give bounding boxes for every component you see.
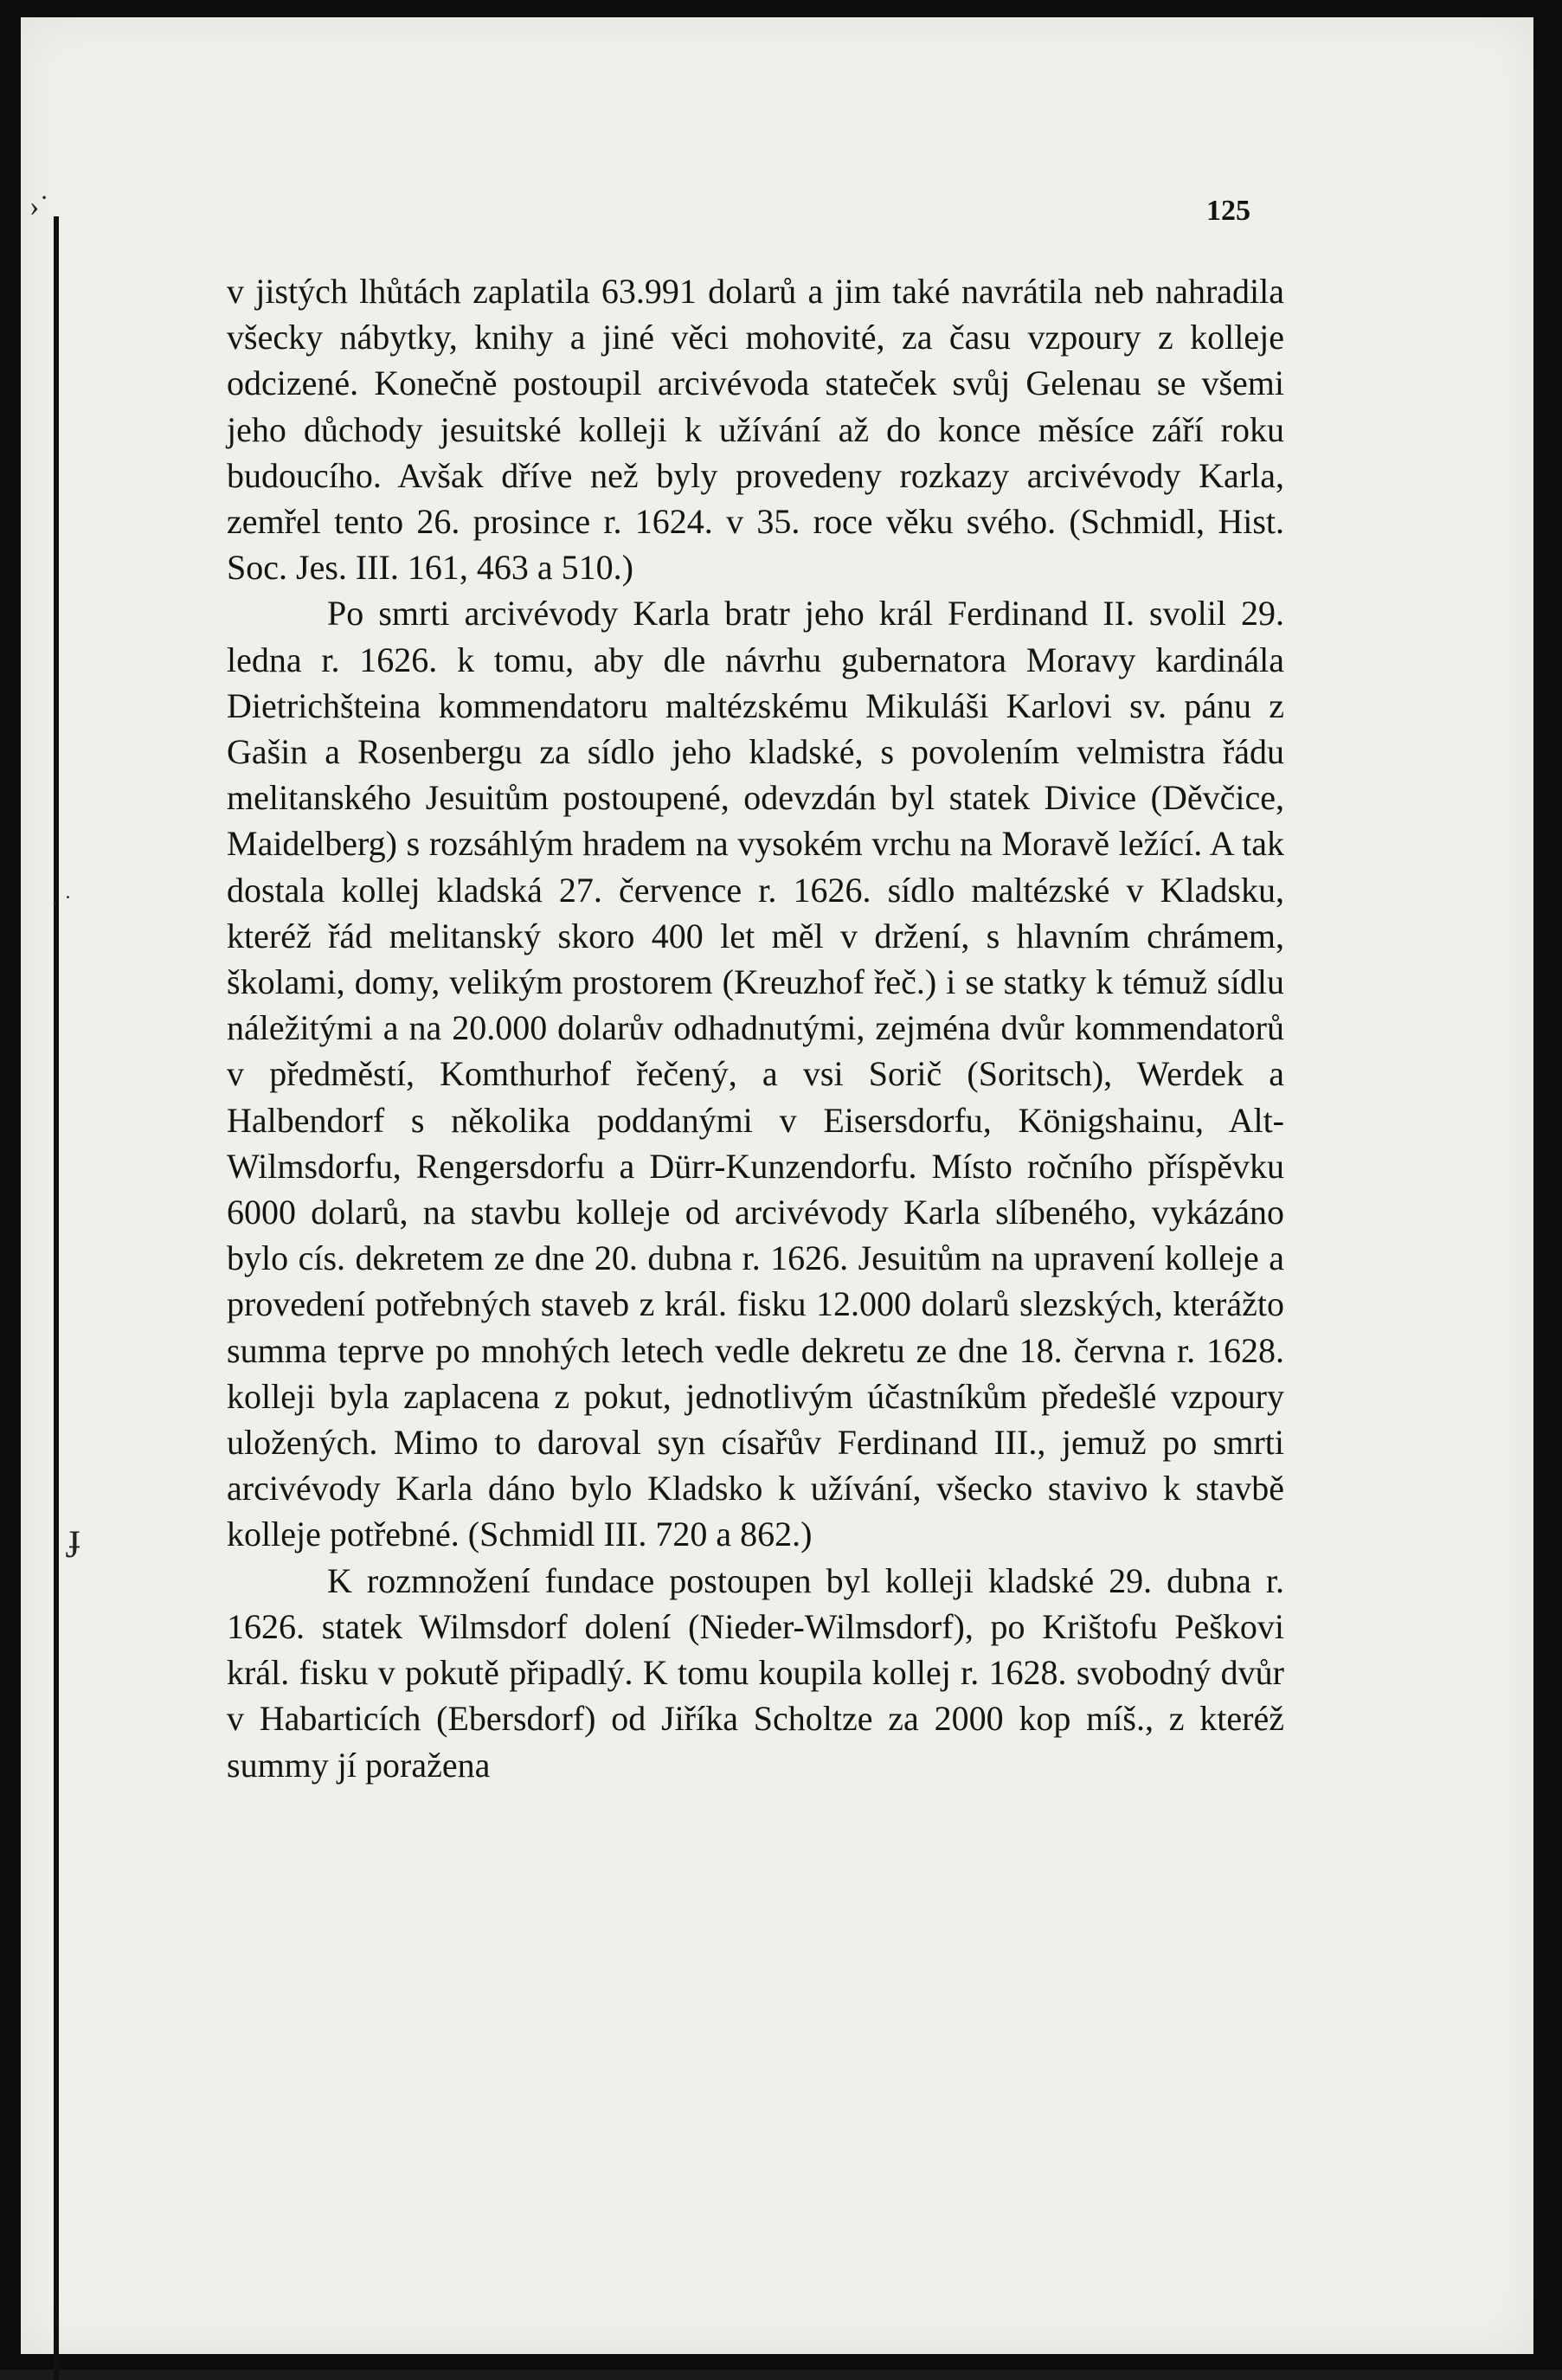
margin-mark: ›˙	[29, 190, 49, 222]
margin-mark: · ˙	[51, 891, 72, 917]
body-text	[227, 268, 1284, 1788]
book-page	[21, 17, 1533, 2354]
paragraph-1: v jistých lhůtách zaplatila 63.991 dolarů a jim také navrátila neb nahradila všecky nábytky, knihy a jiné věci mohovité, za času vzpoury z kolleje odcizené. Konečně postoupil arcivévoda stateček svůj Gelenau se všemi jeho důchody jesuitské kolleji k užívání až do konce měsíce září roku budoucího. Avšak dříve než byly provedeny rozkazy arcivévody Karla, zemřel tento 26. prosince r. 1624. v 35. roce věku svého. (Schmidl, Hist. Soc. Jes. III. 161, 463 a 510.)	[227, 272, 1284, 588]
binding-edge	[54, 216, 59, 2380]
margin-mark: ɟ	[68, 1515, 81, 1558]
paragraph-2: Po smrti arcivévody Karla bratr jeho král Ferdinand II. svolil 29. ledna r. 1626. k tomu, aby dle návrhu gubernatora Moravy kardinála Dietrichšteina kommendatoru maltézskému Mikuláši Karlovi sv. pánu z Gašin a Rosenbergu za sídlo jeho kladské, s povolením velmistra řádu melitanského Jesuitům postoupené, odevzdán byl statek Divice (Děvčice, Maidelberg) s rozsáhlým hradem na vysokém vrchu na Moravě ležící. A tak dostala kollej kladská 27. července r. 1626. sídlo maltézské v Kladsku, kteréž řád melitanský skoro 400 let měl v držení, s hlavním chrámem, školami, domy, velikým prostorem (Kreuzhof řeč.) i se statky k témuž sídlu náležitými a na 20.000 dolarův odhadnutými, zejména dvůr kommendatorů v předměstí, Komthurhof řečený, a vsi Sorič (Soritsch), Werdek a Halbendorf s několika poddanými v Eisersdorfu, Königshainu, Alt-Wilmsdorfu, Rengersdorfu a Dürr-Kunzendorfu. Místo ročního příspěvku 6000 dolarů, na stavbu kolleje od arcivévody Karla slíbeného, vykázáno bylo cís. dekretem ze dne 20. dubna r. 1626. Jesuitům na upravení kolleje a provedení potřebných staveb z král. fisku 12.000 dolarů slezských, kterážto summa teprve po mnohých letech vedle dekretu ze dne 18. června r. 1628. kolleji byla zaplacena z pokut, jednotlivým účastníkům předešlé vzpoury uložených. Mimo to daroval syn císařův Ferdinand III., jemuž po smrti arcivévody Karla dáno bylo Kladsko k užívání, všecko stavivo k stavbě kolleje potřebné. (Schmidl III. 720 a 862.)	[227, 594, 1284, 1554]
paragraph-3: K rozmnožení fundace postoupen byl kolleji kladské 29. dubna r. 1626. statek Wilmsdorf dolení (Nieder-Wilmsdorf), po Krištofu Peškovi král. fisku v pokutě připadlý. K tomu koupila kollej r. 1628. svobodný dvůr v Habarticích (Ebersdorf) od Jiříka Scholtze za 2000 kop míš., z kteréž summy jí poražena	[227, 1560, 1284, 1785]
page-number: 125	[1206, 195, 1250, 227]
